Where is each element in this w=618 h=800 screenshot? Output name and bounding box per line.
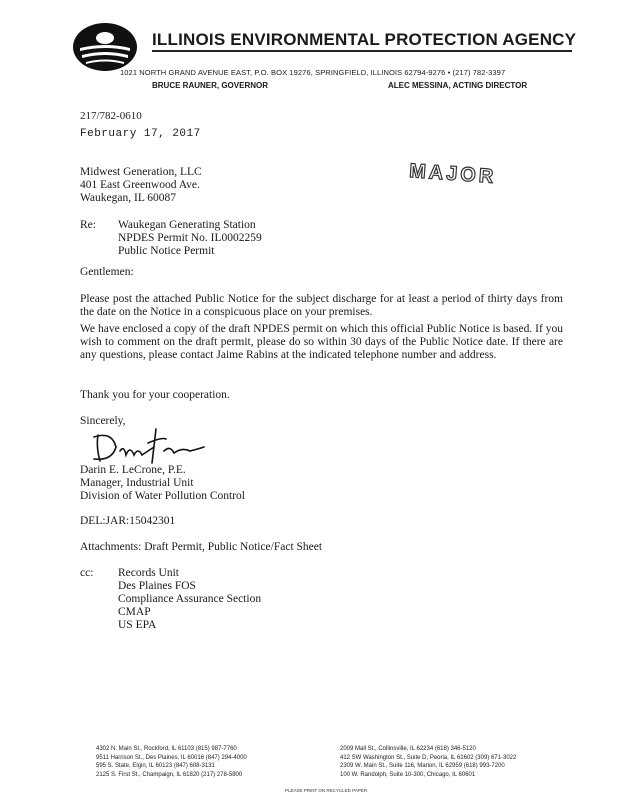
paragraph-draft-permit: We have enclosed a copy of the draft NPDES permit on which this official Public Notice is based. If you wish to comment on the draft permit, please do so within 30 days of the Public Notice date. If there are any questions, please contact Jaime Rabins at the indicated telephone number and address. bbox=[80, 323, 563, 361]
footer-offices-right bbox=[340, 745, 516, 779]
title-divider bbox=[152, 50, 572, 52]
signer-block bbox=[80, 464, 245, 503]
cc-item: Des Plaines FOS bbox=[118, 580, 196, 592]
paragraph-posting: Please post the attached Public Notice for the subject discharge for at least a period of thirty days from the date on the Notice in a conspicuous place on your premises. bbox=[80, 293, 563, 318]
office-address: 412 SW Washington St., Suite D, Peoria, IL 61602 (309) 671-3022 bbox=[340, 754, 517, 761]
cc-item: CMAP bbox=[118, 606, 151, 618]
paragraph-thanks: Thank you for your cooperation. bbox=[80, 389, 230, 401]
subject-line: Waukegan Generating Station bbox=[118, 219, 256, 231]
signer-division: Division of Water Pollution Control bbox=[80, 490, 245, 502]
cc-label: cc: bbox=[80, 567, 94, 579]
recipient-address bbox=[80, 166, 202, 205]
reference-code: DEL:JAR:15042301 bbox=[80, 515, 176, 527]
footer-offices-left bbox=[96, 745, 247, 779]
director: ALEC MESSINA, ACTING DIRECTOR bbox=[388, 81, 528, 90]
office-address: 595 S. State, Elgin, IL 60123 (847) 608-3131 bbox=[96, 763, 215, 769]
closing: Sincerely, bbox=[80, 415, 126, 427]
cc-item: US EPA bbox=[118, 619, 157, 631]
governor: BRUCE RAUNER, GOVERNOR bbox=[152, 81, 269, 90]
subject-block bbox=[118, 219, 262, 258]
subject-line: Public Notice Permit bbox=[118, 245, 215, 257]
office-address: 2125 S. First St., Champaign, IL 61820 (217) 278-5800 bbox=[96, 771, 243, 778]
subject-line: NPDES Permit No. IL0002259 bbox=[118, 232, 262, 244]
recipient-line: Waukegan, IL 60087 bbox=[80, 192, 177, 204]
signer-name: Darin E. LeCrone, P.E. bbox=[80, 464, 186, 476]
cc-list bbox=[118, 567, 261, 632]
office-address: 2009 Mall St., Collinsville, IL 62234 (618) 346-5120 bbox=[340, 746, 476, 752]
salutation: Gentlemen: bbox=[80, 266, 134, 278]
phone-number: 217/782-0610 bbox=[80, 110, 142, 122]
office-address: 100 W. Randolph, Suite 10-300, Chicago, IL 60601 bbox=[340, 771, 476, 778]
letter-date: February 17, 2017 bbox=[80, 128, 201, 140]
major-stamp: MAJOR bbox=[408, 160, 498, 189]
agency-name: ILLINOIS ENVIRONMENTAL PROTECTION AGENCY bbox=[152, 30, 577, 49]
office-address: 9511 Harrison St., Des Plaines, IL 60016 (847) 294-4000 bbox=[96, 754, 247, 761]
cc-item: Compliance Assurance Section bbox=[118, 593, 262, 605]
cc-item: Records Unit bbox=[118, 567, 180, 579]
recipient-line: 401 East Greenwood Ave. bbox=[80, 179, 200, 191]
agency-address: 1021 NORTH GRAND AVENUE EAST, P.O. BOX 19276, SPRINGFIELD, ILLINOIS 62794-9276 • (217) 782-3397 bbox=[120, 68, 506, 77]
re-label: Re: bbox=[80, 219, 96, 231]
attachments: Attachments: Draft Permit, Public Notice/Fact Sheet bbox=[80, 541, 323, 553]
signature bbox=[90, 425, 210, 467]
recycled-paper-note: PLEASE PRINT ON RECYCLED PAPER bbox=[285, 788, 368, 793]
office-address: 4302 N. Main St., Rockford, IL 61103 (815) 987-7760 bbox=[96, 746, 237, 752]
signer-title: Manager, Industrial Unit bbox=[80, 477, 194, 489]
recipient-line: Midwest Generation, LLC bbox=[80, 166, 202, 178]
agency-officials bbox=[152, 81, 552, 90]
office-address: 2309 W. Main St., Suite 116, Marion, IL 62959 (618) 993-7200 bbox=[340, 763, 505, 769]
agency-logo bbox=[72, 22, 138, 72]
